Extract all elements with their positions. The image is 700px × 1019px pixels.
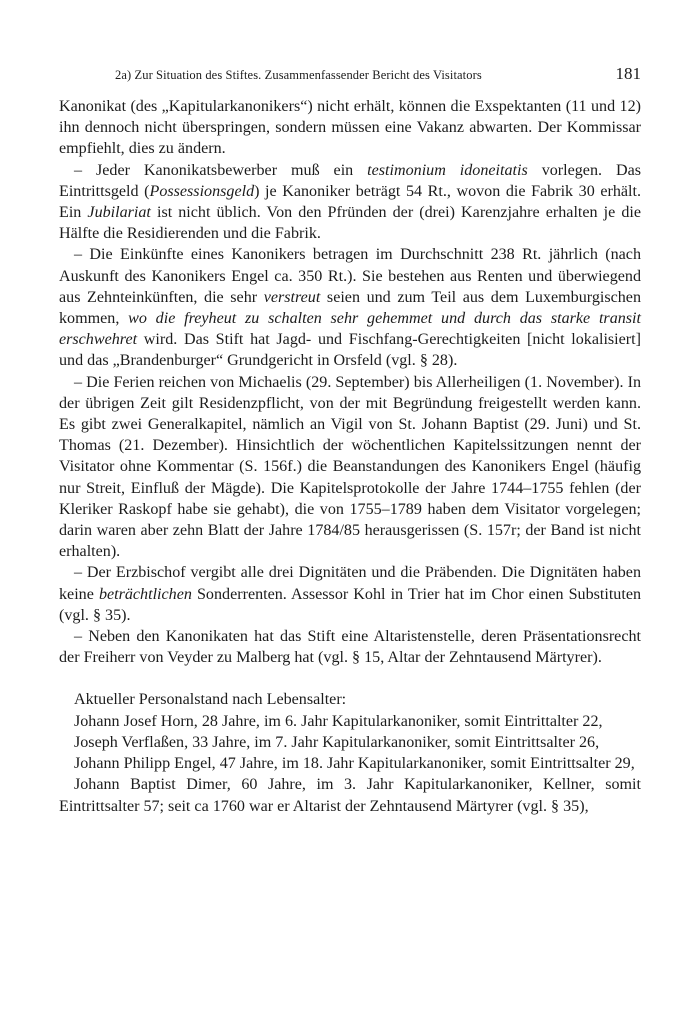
paragraph-4: – Die Ferien reichen von Michaelis (29. September) bis Allerheiligen (1. November). In der übrigen Zeit gilt Residenzpflicht, von der mit Begründung freigestellt werden kann. Es gibt zwei Generalkapitel, nämlich an Vigil von St. Johann Baptist (29. Juni) und St. Thomas (21. Dezember). Hinsichtlich der wöchentlichen Kapitelssitzungen nennt der Visitator ohne Kommentar (S. 156f.) die Beanstandungen des Kanonikers Engel (häufig nur Streit, Einfluß der Mägde). Die Kapitelsprotokolle der Jahre 1744–1755 fehlen (der Kleriker Raskopf habe sie gehabt), die von 1755–1789 haben dem Visitator vorgelegen; darin waren aber zehn Blatt der Jahre 1784/85 herausgerissen (S. 157r; der Band ist nicht erhalten). (59, 373, 641, 561)
paragraph-3: – Die Einkünfte eines Kanonikers betragen im Durchschnitt 238 Rt. jährlich (nach Auskunft des Kanonikers Engel ca. 350 Rt.). Sie bestehen aus Renten und überwiegend aus Zehnteinkünften, die sehr verstreut seien und zum Teil aus dem Luxemburgischen kommen, wo die freyheut zu schalten sehr gehemmet und durch das starke transit erschwehret wird. Das Stift hat Jagd- und Fischfang-Gerechtigkeiten [nicht lokalisiert] und das „Brandenburger“ Grundgericht in Orsfeld (vgl. § 28). (59, 246, 641, 370)
emphasis-jubilariat: Jubilariat (87, 204, 151, 222)
paragraph-1: Kanonikat (des „Kapitularkanonikers“) nicht erhält, können die Exspektanten (11 und 12) ihn dennoch nicht überspringen, sondern müssen eine Vakanz abwarten. Der Kommissar empfiehlt, dies zu ändern. (59, 98, 641, 158)
emphasis-betraechtlichen: beträchtlichen (98, 585, 192, 603)
list-item: Johann Josef Horn, 28 Jahre, im 6. Jahr Kapitularkanoniker, somit Eintrittalter 22, (74, 712, 603, 730)
list-item: Joseph Verflaßen, 33 Jahre, im 7. Jahr Kapitularkanoniker, somit Eintrittsalter 26, (74, 733, 600, 751)
list-heading: Aktueller Personalstand nach Lebensalter: (74, 691, 347, 709)
paragraph-6: – Neben den Kanonikaten hat das Stift eine Altaristenstelle, deren Präsentationsrecht der Freiherr von Veyder zu Malberg hat (vgl. § 15, Altar der Zehntausend Märtyrer). (59, 628, 641, 667)
paragraph-5: – Der Erzbischof vergibt alle drei Dignitäten und die Präbenden. Die Dignitäten haben keine beträchtlichen Sonderrenten. Assessor Kohl in Trier hat im Chor einen Substituten (vgl. § 35). (59, 564, 642, 624)
emphasis-testimonium: testimonium idoneitatis (367, 161, 528, 179)
page-number: 181 (615, 64, 641, 83)
paragraph-2: – Jeder Kanonikatsbewerber muß ein testimonium idoneitatis vorlegen. Das Eintrittsgeld (Possessionsgeld) je Kanoniker beträgt 54 Rt., wovon die Fabrik 30 erhält. Ein Jubilariat ist nicht üblich. Von den Pfründen der (drei) Karenzjahre erhalten je die Hälfte die Residierenden und die Fabrik. (59, 161, 641, 243)
body-text (59, 96, 641, 817)
running-head (59, 64, 641, 86)
emphasis-verstreut: verstreut (263, 288, 321, 306)
list-item: Johann Philipp Engel, 47 Jahre, im 18. Jahr Kapitularkanoniker, somit Eintrittsalter 29, (74, 755, 635, 773)
running-title: 2a) Zur Situation des Stiftes. Zusammenfassender Bericht des Visitators (115, 68, 482, 82)
emphasis-possessionsgeld: Possessionsgeld (149, 182, 255, 200)
emphasis-quote: wo die freyheut zu schalten sehr gehemmet und durch das starke transit erschwehret (59, 310, 641, 349)
list-item: Johann Baptist Dimer, 60 Jahre, im 3. Jahr Kapitularkanoniker, Kellner, somit Eintrittsalter 57; seit ca 1760 war er Altarist der Zehntausend Märtyrer (vgl. § 35), (59, 776, 641, 815)
